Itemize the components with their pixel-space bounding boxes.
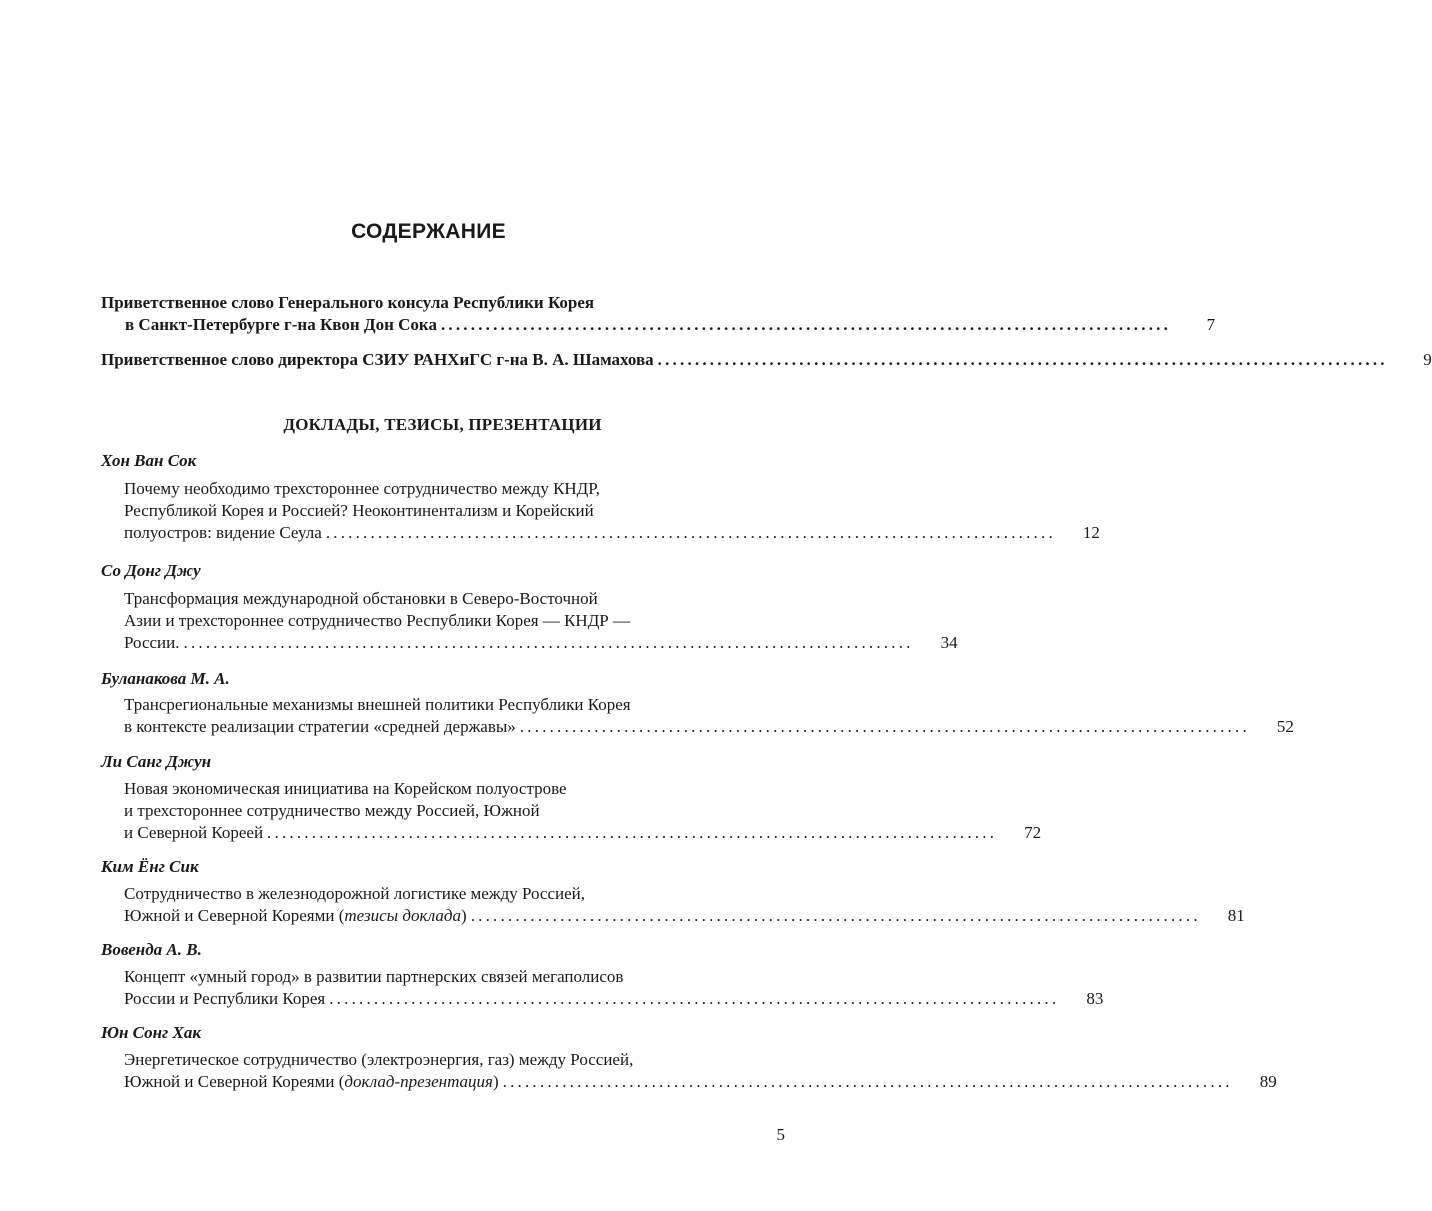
toc-entry-text: [124, 905, 467, 927]
page-number: 5: [776, 1125, 785, 1144]
leader-dots: ..................................................................................................: [440, 315, 1172, 334]
toc-entry-last-line: [124, 632, 958, 654]
toc-page-number: 52: [1276, 717, 1294, 736]
toc-entry-1[interactable]: [124, 478, 1100, 544]
toc-entry-line: Концепт «умный город» в развитии партнерских связей мегаполисов: [124, 967, 624, 986]
toc-greeting-1-line2: [101, 314, 1216, 336]
toc-entry-text-end: ): [492, 1072, 499, 1091]
leader-dots: ..................................................................................................: [325, 523, 1056, 542]
toc-author: Хон Ван Сок: [101, 451, 197, 470]
section-title: ДОКЛАДЫ, ТЕЗИСЫ, ПРЕЗЕНТАЦИИ: [283, 415, 602, 434]
toc-entry-line: и трехстороннее сотрудничество между Россией, Южной: [124, 801, 540, 820]
toc-entry-4[interactable]: [124, 778, 1042, 844]
toc-greeting-1-text: в Санкт-Петербурге г-на Квон Дон Сока: [125, 315, 437, 334]
toc-greeting-1-line1: Приветственное слово Генерального консула Республики Корея: [101, 293, 595, 312]
toc-entry-text: и Северной Кореей: [124, 823, 264, 842]
leader-dots: ..................................................................................................: [267, 823, 998, 842]
toc-entry-last-line: [124, 522, 1100, 544]
toc-entry-last-line: [124, 905, 1245, 927]
toc-greeting-2[interactable]: [101, 349, 1432, 371]
toc-entry-text: России и Республики Корея: [124, 989, 326, 1008]
toc-entry-6[interactable]: [124, 966, 1104, 1010]
toc-entry-text-start: Южной и Северной Кореями (: [124, 1072, 345, 1091]
toc-entry-line: Почему необходимо трехстороннее сотрудничество между КНДР,: [124, 479, 600, 498]
leader-dots: ..................................................................................................: [470, 906, 1201, 925]
toc-entry-line: Республикой Корея и Россией? Неоконтинентализм и Корейский: [124, 501, 594, 520]
leader-dots: ..................................................................................................: [329, 989, 1060, 1008]
toc-entry-last-line: [124, 1071, 1277, 1093]
toc-entry-line: Трансформация международной обстановки в Северо-Восточной: [124, 589, 598, 608]
toc-author: Вовенда А. В.: [101, 940, 202, 959]
toc-entry-last-line: [124, 822, 1042, 844]
toc-entry-text-italic: тезисы доклада: [344, 906, 462, 925]
toc-page-number: 34: [940, 633, 958, 652]
leader-dots: ..................................................................................................: [502, 1072, 1233, 1091]
leader-dots: ..................................................................................................: [519, 717, 1250, 736]
toc-entry-last-line: [124, 988, 1104, 1010]
toc-entry-last-line: [124, 716, 1294, 738]
toc-author: Буланакова М. А.: [101, 669, 230, 688]
toc-page-number: 9: [1423, 350, 1432, 369]
toc-greeting-2-text: Приветственное слово директора СЗИУ РАНХиГС г-на В. А. Шамахова: [101, 350, 654, 369]
toc-entry-line: Энергетическое сотрудничество (электроэнергия, газ) между Россией,: [124, 1050, 634, 1069]
toc-entry-line: Сотрудничество в железнодорожной логистике между Россией,: [124, 884, 586, 903]
toc-entry-line: Новая экономическая инициатива на Корейском полуострове: [124, 779, 567, 798]
toc-entry-3[interactable]: [124, 694, 1294, 738]
toc-entry-line: Трансрегиональные механизмы внешней политики Республики Корея: [124, 695, 631, 714]
toc-entry-text-end: ): [461, 906, 467, 925]
toc-author: Со Донг Джу: [101, 561, 201, 580]
toc-page-number: 72: [1024, 823, 1042, 842]
toc-entry-7[interactable]: [124, 1049, 1277, 1093]
toc-entry-text-start: Южной и Северной Кореями (: [124, 906, 345, 925]
toc-page-number: 81: [1227, 906, 1245, 925]
leader-dots: ..................................................................................................: [183, 633, 914, 652]
toc-entry-5[interactable]: [124, 883, 1245, 927]
leader-dots: ..................................................................................................: [657, 350, 1388, 369]
toc-greeting-2-line1: [101, 349, 1432, 371]
toc-entry-text: [124, 1071, 499, 1093]
toc-entry-2[interactable]: [124, 588, 958, 654]
toc-author: Ким Ёнг Сик: [101, 857, 199, 876]
toc-page-number: 83: [1086, 989, 1104, 1008]
toc-page-number: 12: [1082, 523, 1100, 542]
toc-entry-text: полуостров: видение Сеула: [124, 523, 322, 542]
toc-entry-line: Азии и трехстороннее сотрудничество Республики Корея — КНДР —: [124, 611, 631, 630]
toc-page-number: 7: [1206, 315, 1216, 334]
toc-entry-text: России.: [124, 633, 180, 652]
toc-page-number: 89: [1259, 1072, 1277, 1091]
toc-greeting-1[interactable]: [101, 292, 1216, 336]
toc-author: Ли Санг Джун: [101, 752, 212, 771]
page-title: СОДЕРЖАНИЕ: [351, 220, 506, 243]
toc-author: Юн Сонг Хак: [101, 1023, 202, 1042]
toc-entry-text: в контексте реализации стратегии «средней державы»: [124, 717, 516, 736]
toc-entry-text-italic: доклад-презентация: [344, 1072, 493, 1091]
